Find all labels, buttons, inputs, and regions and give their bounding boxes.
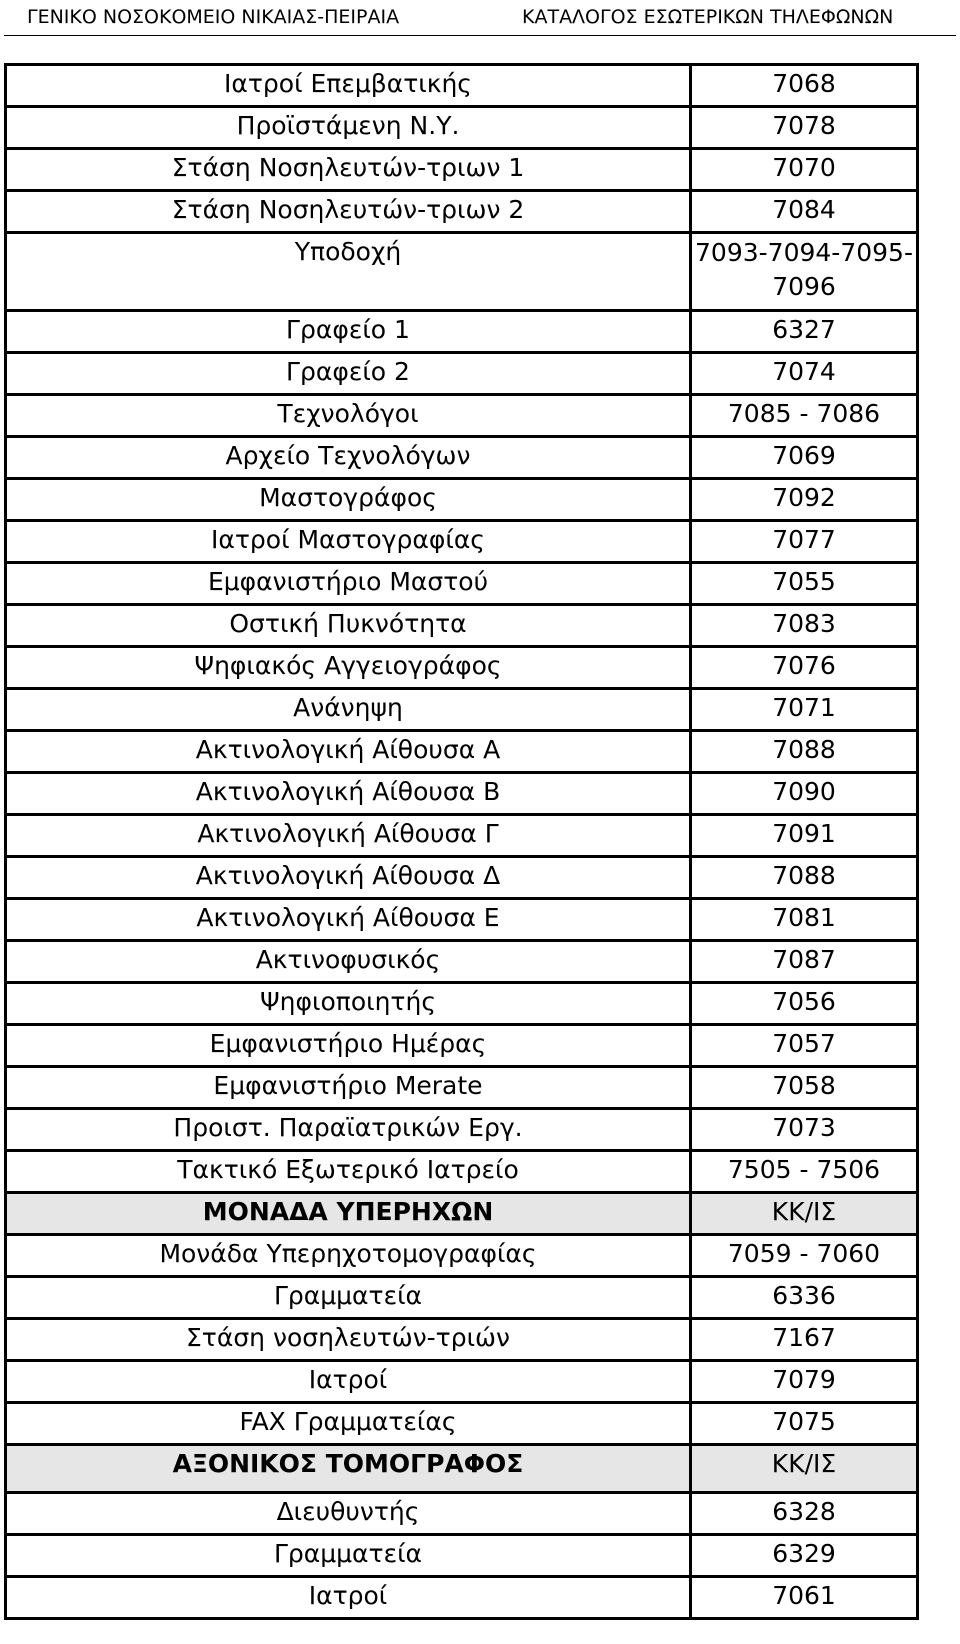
catalog-title: ΚΑΤΑΛΟΓΟΣ ΕΣΩΤΕΡΙΚΩΝ ΤΗΛΕΦΩΝΩΝ [522,6,894,28]
table-row [6,983,918,1025]
hospital-name: ΓΕΝΙΚΟ ΝΟΣΟΚΟΜΕΙΟ ΝΙΚΑΙΑΣ-ΠΕΙΡΑΙΑ [27,6,400,28]
department-name: Αρχείο Τεχνολόγων [6,437,691,479]
phone-extension: 7091 [691,815,918,857]
section-header-row [6,1445,918,1493]
department-name: Ιατροί [6,1577,691,1619]
section-title: ΜΟΝΑΔΑ ΥΠΕΡΗΧΩΝ [6,1193,691,1235]
phone-extension: 6336 [691,1277,918,1319]
table-row [6,689,918,731]
department-name: Ακτινολογική Αίθουσα Α [6,731,691,773]
department-name: Ακτινοφυσικός [6,941,691,983]
phone-extension: 7058 [691,1067,918,1109]
table-row [6,437,918,479]
department-name: Στάση Νοσηλευτών-τριων 2 [6,191,691,233]
table-row [6,1235,918,1277]
table-row [6,353,918,395]
department-name: Εμφανιστήριο Ημέρας [6,1025,691,1067]
table-row [6,149,918,191]
table-row [6,1535,918,1577]
phone-extension: ΚΚ/ΙΣ [691,1445,918,1493]
table-row [6,311,918,353]
department-name: Μαστογράφος [6,479,691,521]
table-row [6,605,918,647]
department-name: Στάση νοσηλευτών-τριών [6,1319,691,1361]
phone-extension: ΚΚ/ΙΣ [691,1193,918,1235]
phone-extension: 7084 [691,191,918,233]
department-name: Ακτινολογική Αίθουσα Δ [6,857,691,899]
section-header-row [6,1193,918,1235]
department-name: Γραφείο 1 [6,311,691,353]
table-row [6,815,918,857]
header-divider [4,35,956,36]
department-name: Οστική Πυκνότητα [6,605,691,647]
phone-extension: 7167 [691,1319,918,1361]
department-name: Γραφείο 2 [6,353,691,395]
department-name: Ιατροί Μαστογραφίας [6,521,691,563]
table-row [6,521,918,563]
phone-extension: 7076 [691,647,918,689]
phone-extension: 7088 [691,857,918,899]
table-row [6,773,918,815]
phone-extension: 7077 [691,521,918,563]
table-row [6,1067,918,1109]
department-name: Γραμματεία [6,1535,691,1577]
phone-extension: 7061 [691,1577,918,1619]
table-row [6,1109,918,1151]
phone-extension: 6329 [691,1535,918,1577]
department-name: Εμφανιστήριο Μαστού [6,563,691,605]
phone-extension: 7505 - 7506 [691,1151,918,1193]
department-name: Στάση Νοσηλευτών-τριων 1 [6,149,691,191]
table-row [6,65,918,107]
table-row [6,107,918,149]
department-name: Τεχνολόγοι [6,395,691,437]
department-name: Προϊστάμενη Ν.Υ. [6,107,691,149]
department-name: Ακτινολογική Αίθουσα Γ [6,815,691,857]
department-name: Ακτινολογική Αίθουσα Β [6,773,691,815]
table-row [6,479,918,521]
phone-extension: 7090 [691,773,918,815]
phone-extension: 7069 [691,437,918,479]
table-row [6,731,918,773]
table-row [6,647,918,689]
phone-extension: 7079 [691,1361,918,1403]
table-row [6,563,918,605]
table-row [6,1277,918,1319]
phone-extension: 7088 [691,731,918,773]
table-row [6,1025,918,1067]
table-row [6,1319,918,1361]
department-name: Ψηφιακός Αγγειογράφος [6,647,691,689]
department-name: Διευθυντής [6,1493,691,1535]
phone-extension: 7092 [691,479,918,521]
department-name: Εμφανιστήριο Merate [6,1067,691,1109]
table-row [6,1403,918,1445]
table-row [6,191,918,233]
department-name: FAX Γραμματείας [6,1403,691,1445]
phone-extension: 7055 [691,563,918,605]
table-row [6,899,918,941]
section-title: ΑΞΟΝΙΚΟΣ ΤΟΜΟΓΡΑΦΟΣ [6,1445,691,1493]
table-row [6,395,918,437]
department-name: Ιατροί Επεμβατικής [6,65,691,107]
table-row [6,1577,918,1619]
phone-extension: 7087 [691,941,918,983]
department-name: Υποδοχή [6,233,691,311]
phone-extension: 7057 [691,1025,918,1067]
phone-extension: 7075 [691,1403,918,1445]
phone-extension: 7059 - 7060 [691,1235,918,1277]
phone-extension: 6328 [691,1493,918,1535]
department-name: Ακτινολογική Αίθουσα Ε [6,899,691,941]
phone-directory-body [6,65,918,1619]
phone-extension: 7093-7094-7095-7096 [691,233,918,311]
table-row [6,1361,918,1403]
phone-extension: 7073 [691,1109,918,1151]
phone-extension: 7081 [691,899,918,941]
phone-extension: 7078 [691,107,918,149]
department-name: Τακτικό Εξωτερικό Ιατρείο [6,1151,691,1193]
table-row [6,233,918,311]
phone-extension: 7083 [691,605,918,647]
table-row [6,857,918,899]
phone-extension: 7068 [691,65,918,107]
table-row [6,1493,918,1535]
phone-extension: 7074 [691,353,918,395]
phone-extension: 7071 [691,689,918,731]
phone-extension: 6327 [691,311,918,353]
department-name: Γραμματεία [6,1277,691,1319]
phone-extension: 7056 [691,983,918,1025]
table-row [6,1151,918,1193]
phone-directory-table [4,63,919,1620]
department-name: Ψηφιοποιητής [6,983,691,1025]
phone-extension: 7085 - 7086 [691,395,918,437]
department-name: Μονάδα Υπερηχοτομογραφίας [6,1235,691,1277]
department-name: Ιατροί [6,1361,691,1403]
department-name: Προιστ. Παραϊατρικών Εργ. [6,1109,691,1151]
page-header [0,0,960,34]
phone-extension: 7070 [691,149,918,191]
department-name: Ανάνηψη [6,689,691,731]
table-row [6,941,918,983]
